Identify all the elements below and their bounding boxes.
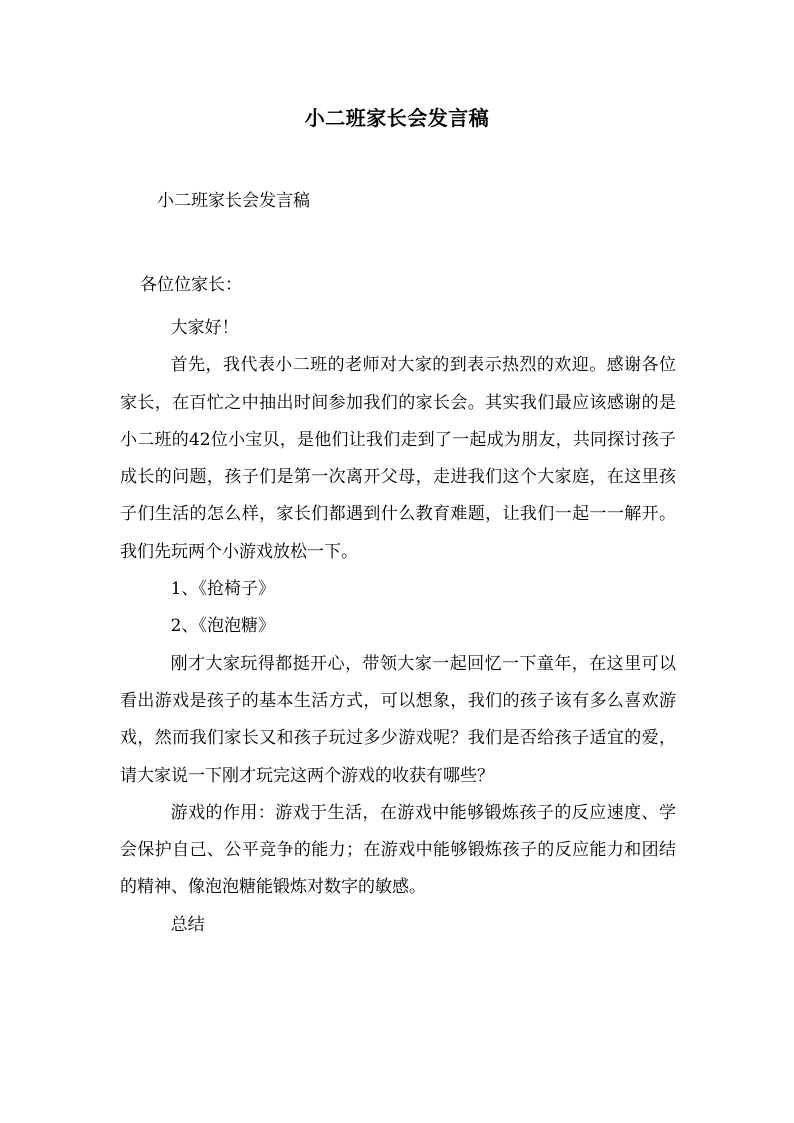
document-title: 小二班家长会发言稿 — [304, 106, 490, 130]
salutation: 各位位家长： — [140, 275, 242, 295]
document-body — [120, 310, 676, 944]
body-paragraph: 首先，我代表小二班的老师对大家的到表示热烈的欢迎。感谢各位家长，在百忙之中抽出时间参加我们的家长会。其实我们最应该感谢的是小二班的42位小宝贝，是他们让我们走到了一起成为朋友，共同探讨孩子成长的问题，孩子们是第一次离开父母，走进我们这个大家庭，在这里孩子们生活的怎么样，家长们都遇到什么教育难题，让我们一起一一解开。我们先玩两个小游戏放松一下。 — [120, 355, 676, 562]
document-subtitle: 小二班家长会发言稿 — [157, 191, 310, 211]
body-paragraph: 游戏的作用：游戏于生活，在游戏中能够锻炼孩子的反应速度、学会保护自己、公平竞争的能力；在游戏中能够锻炼孩子的反应能力和团结的精神、像泡泡糖能锻炼对数字的敏感。 — [120, 802, 676, 898]
body-paragraph: 刚才大家玩得都挺开心，带领大家一起回忆一下童年，在这里可以看出游戏是孩子的基本生活方式，可以想象，我们的孩子该有多么喜欢游戏，然而我们家长又和孩子玩过多少游戏呢？我们是否给孩子适宜的爱，请大家说一下刚才玩完这两个游戏的收获有哪些？ — [120, 653, 676, 786]
greeting-paragraph: 大家好！ — [170, 318, 239, 338]
list-item-game-1: 1、《抢椅子》 — [170, 579, 275, 600]
list-item-game-2: 2、《泡泡糖》 — [170, 616, 275, 637]
section-heading-summary: 总结 — [170, 914, 205, 935]
